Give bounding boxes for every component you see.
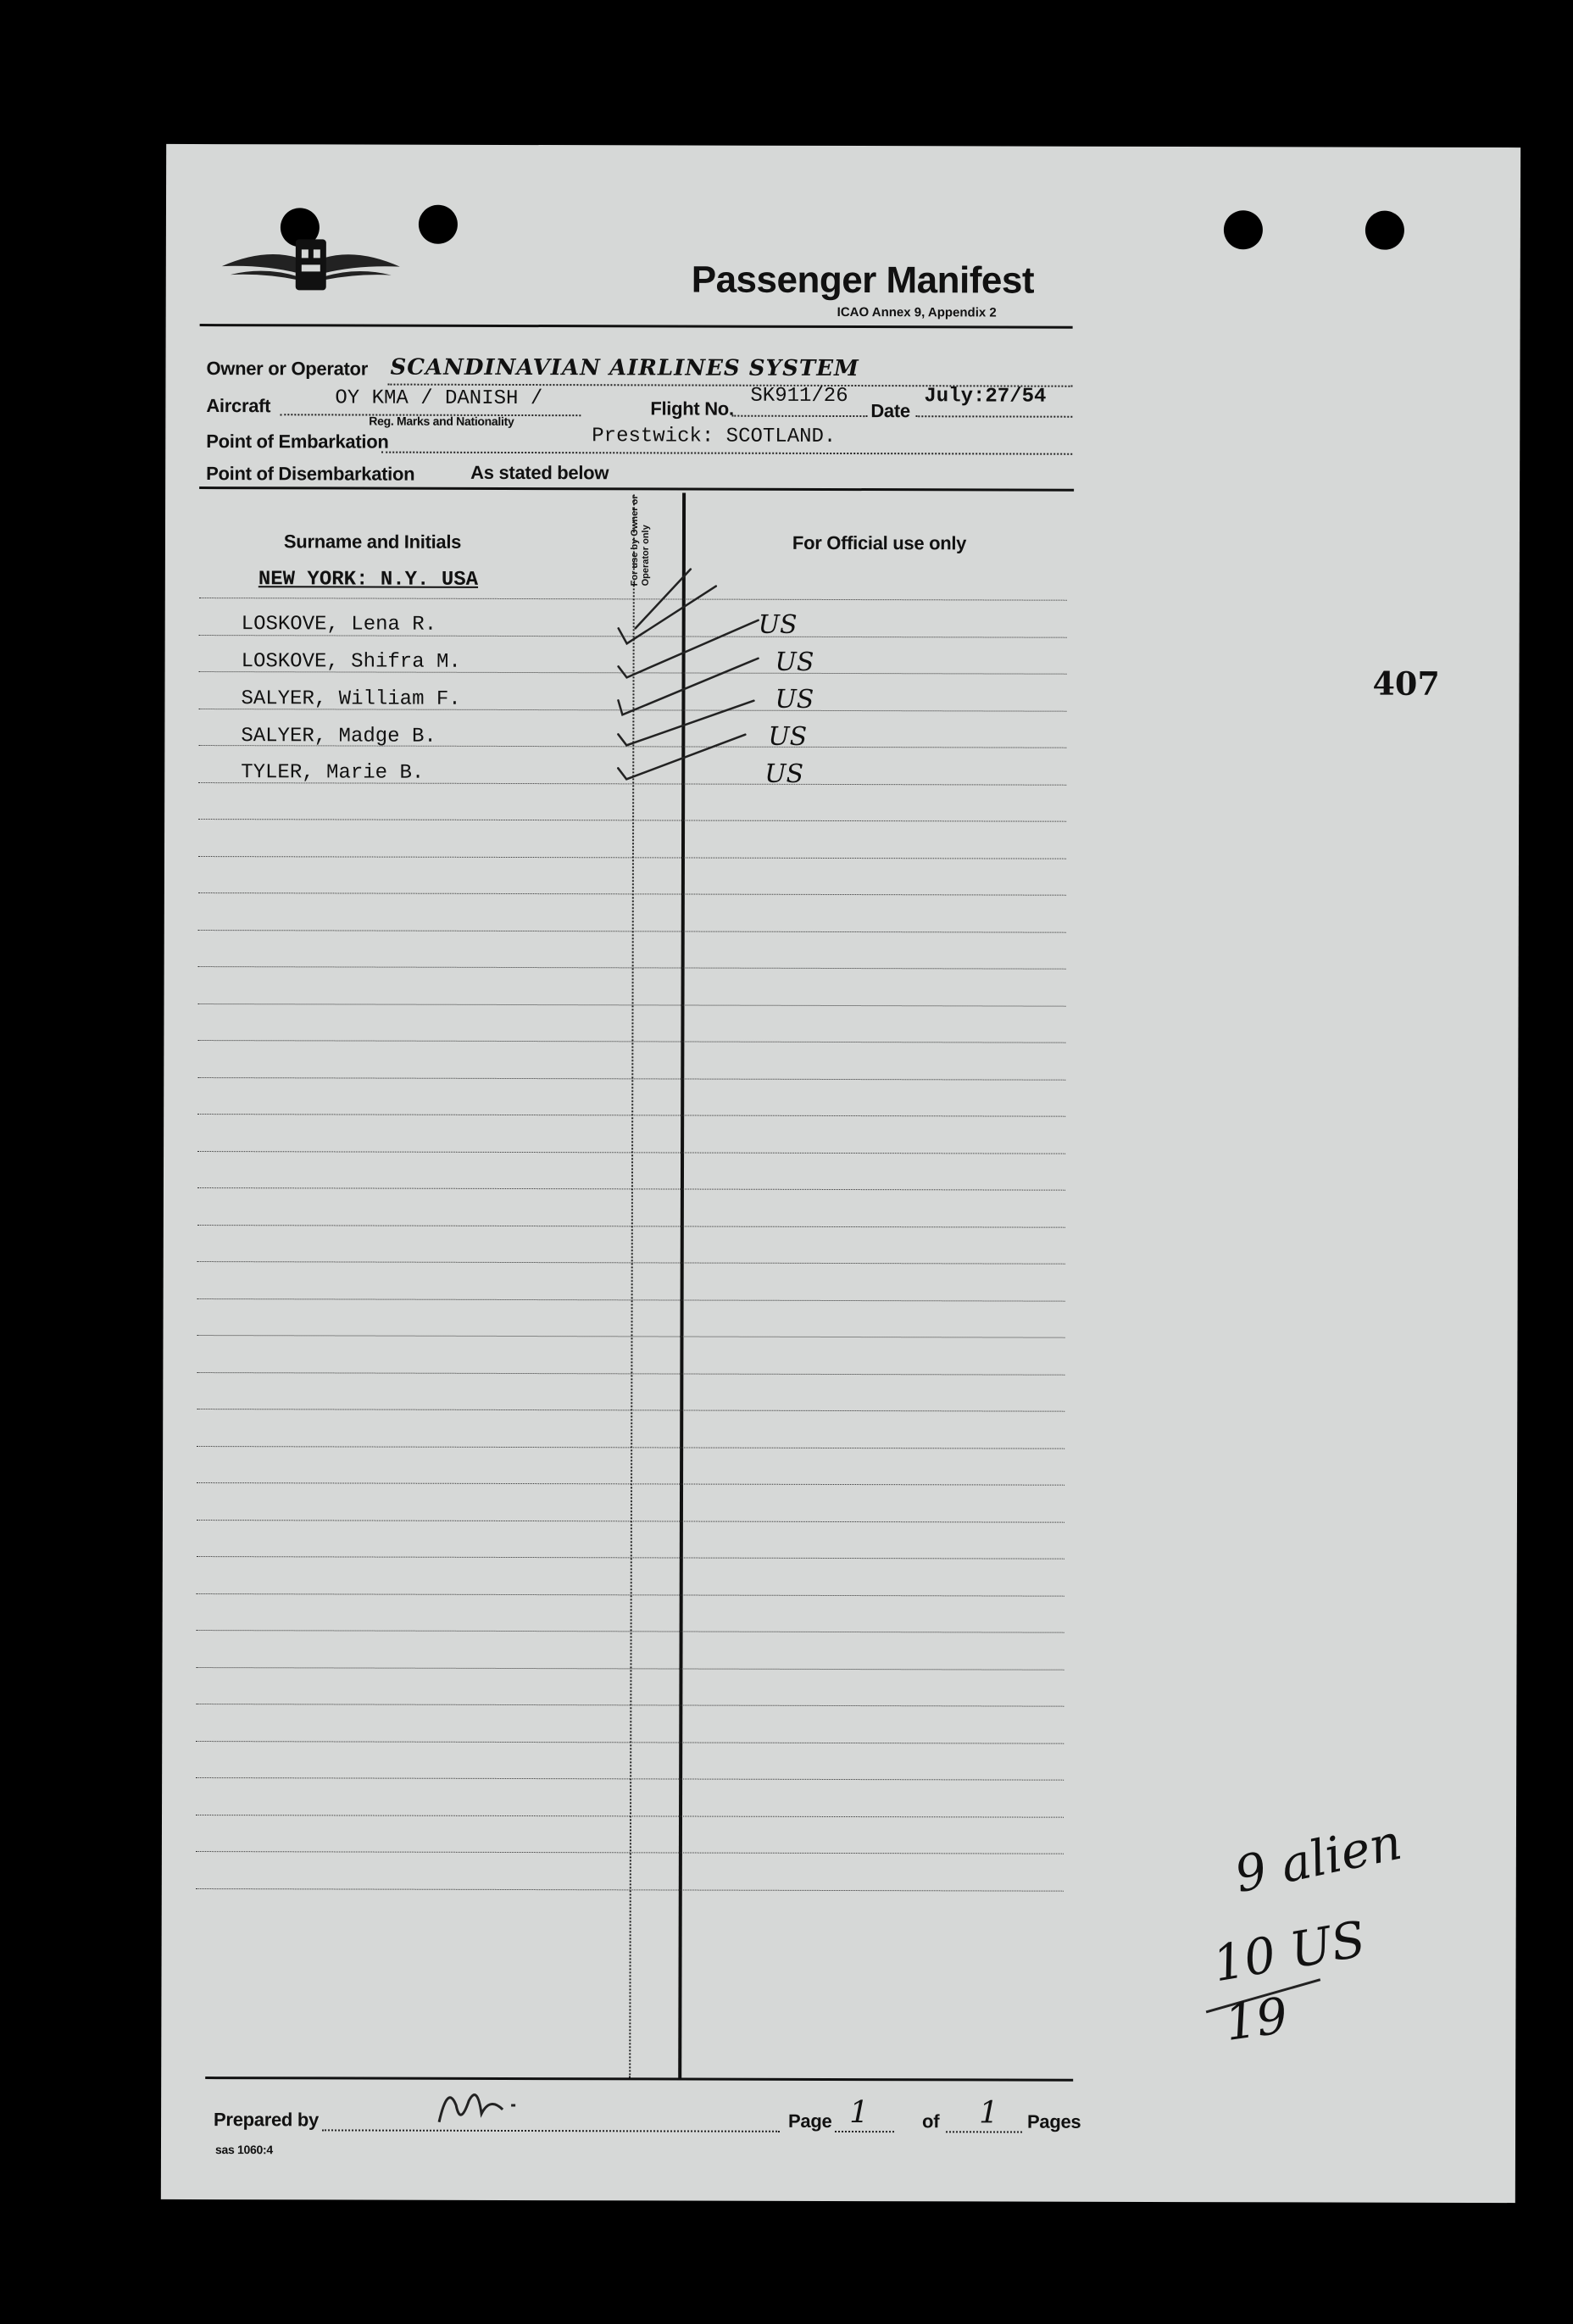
page-total: 1 — [979, 2095, 999, 2131]
check-marks — [588, 535, 792, 807]
pages-label: Pages — [1027, 2110, 1081, 2132]
form-subtitle: ICAO Annex 9, Appendix 2 — [837, 304, 997, 320]
flight-value: SK911/26 — [750, 384, 848, 409]
disembarkation-label: Point of Disembarkation — [206, 463, 415, 485]
embarkation-value: Prestwick: SCOTLAND. — [592, 425, 837, 448]
page-label: Page — [788, 2110, 832, 2132]
of-line — [946, 2131, 1022, 2132]
of-label: of — [922, 2110, 940, 2132]
official-status: US — [775, 647, 814, 677]
official-use-column-header: For Official use only — [792, 531, 967, 554]
prepared-by-label: Prepared by — [214, 2109, 319, 2131]
form-number: sas 1060:4 — [214, 2143, 273, 2157]
passenger-name: SALYER, Madge B. — [241, 725, 436, 748]
passenger-name: LOSKOVE, Shifra M. — [241, 650, 461, 674]
preparer-signature — [431, 2080, 532, 2139]
owner-use-column-header: For use by Owner or Operator only — [629, 495, 652, 587]
aircraft-value: OY KMA / DANISH / — [335, 386, 543, 411]
page-number: 1 — [849, 2095, 870, 2131]
page-line — [835, 2131, 894, 2132]
form-title: Passenger Manifest — [691, 259, 1035, 302]
official-status: US — [764, 759, 804, 789]
title-rule — [200, 324, 1073, 329]
prepared-by-line — [322, 2129, 780, 2132]
margin-note-aliens: 9 alien — [1230, 1812, 1407, 1904]
header-rule — [199, 486, 1074, 492]
passenger-name: SALYER, William F. — [241, 687, 461, 711]
date-value: July:27/54 — [924, 385, 1047, 409]
passenger-row-lines — [166, 144, 1520, 147]
stamped-page-number: 407 — [1372, 664, 1440, 703]
punch-hole — [1365, 211, 1404, 250]
owner-value: SCANDINAVIAN AIRLINES SYSTEM — [390, 354, 859, 382]
surname-column-header: Surname and Initials — [283, 531, 462, 553]
margin-note-us: 10 US — [1209, 1910, 1370, 1993]
reg-marks-label: Reg. Marks and Nationality — [369, 414, 514, 428]
manifest-sheet — [161, 144, 1520, 2203]
official-status: US — [758, 609, 798, 640]
destination: NEW YORK: N.Y. USA — [258, 568, 479, 592]
airline-wings-logo — [214, 232, 409, 301]
punch-hole — [419, 205, 458, 244]
passenger-name: LOSKOVE, Lena R. — [241, 613, 437, 637]
flight-label: Flight No. — [650, 398, 734, 420]
owner-label: Owner or Operator — [206, 358, 369, 380]
official-status: US — [775, 684, 814, 714]
flight-line — [731, 415, 867, 417]
punch-hole — [1224, 210, 1263, 249]
disembarkation-value: As stated below — [470, 461, 609, 484]
aircraft-label: Aircraft — [206, 395, 271, 417]
date-line — [915, 415, 1072, 417]
embarkation-line — [381, 452, 1072, 455]
date-label: Date — [870, 400, 910, 422]
passenger-name: TYLER, Marie B. — [241, 761, 425, 785]
margin-note-total: 19 — [1221, 1986, 1292, 2053]
official-status: US — [768, 721, 808, 752]
embarkation-label: Point of Embarkation — [206, 431, 389, 453]
footer-rule — [205, 2077, 1073, 2082]
